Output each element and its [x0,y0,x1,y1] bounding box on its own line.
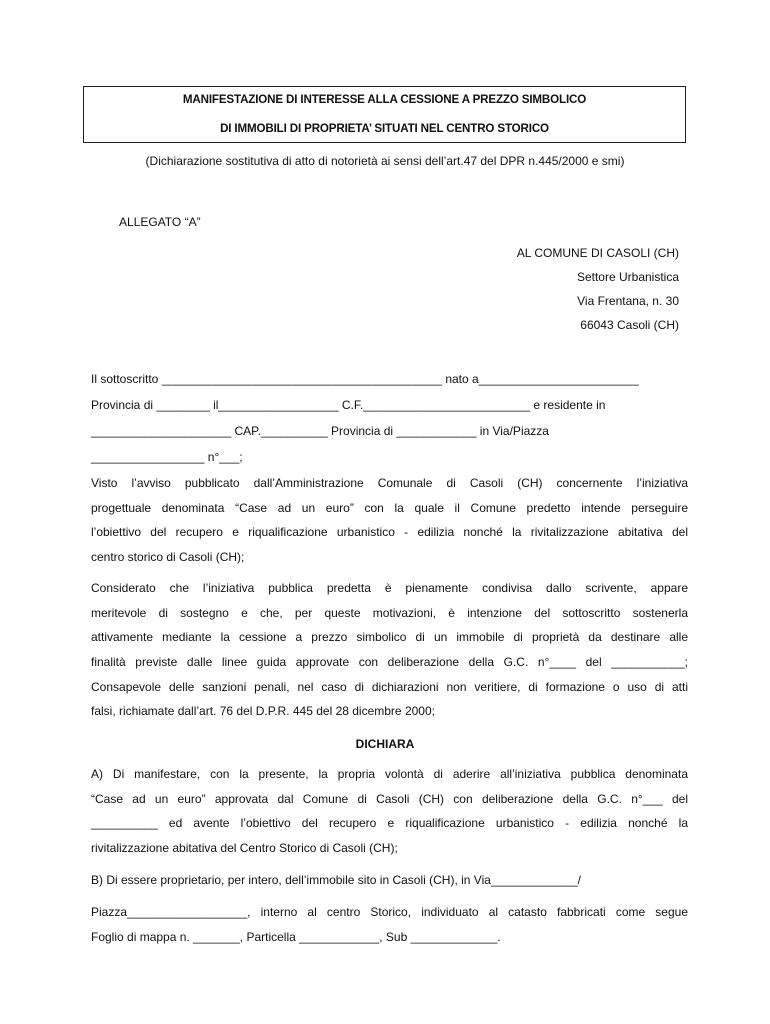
point-a-line-1: A) Di manifestare, con la presente, la propria volontà di aderire all’iniziativa pubblica denominata [91,767,688,781]
visto-line-4: centro storico di Casoli (CH); [91,550,245,564]
visto-line-3: l’obiettivo del recupero e riqualificazione urbanistico - edilizia nonché la rivitalizzazione abitativa del [91,525,688,539]
recipient-line-1: AL COMUNE DI CASOLI (CH) [516,246,679,260]
consapevole-line-2: falsi, richiamate dall’art. 76 del D.P.R. 445 del 28 dicembre 2000; [91,704,435,718]
point-a-line-2: “Case ad un euro” approvata dal Comune di Casoli (CH) con deliberazione della G.C. n°___ del [91,792,688,806]
dichiara-heading: DICHIARA [355,737,415,751]
visto-line-1: Visto l’avviso pubblicato dall’Amministrazione Comunale di Casoli (CH) concernente l’iniziativa [91,476,688,490]
document-title-line-1: MANIFESTAZIONE DI INTERESSE ALLA CESSIONE A PREZZO SIMBOLICO [182,93,587,106]
allegato-label: ALLEGATO “A” [119,215,201,229]
recipient-line-3: Via Frentana, n. 30 [577,294,679,308]
document-subtitle: (Dichiarazione sostitutiva di atto di notorietà ai sensi dell’art.47 del DPR n.445/2000 e smi) [145,154,625,168]
document-title-line-2: DI IMMOBILI DI PROPRIETA’ SITUATI NEL CENTRO STORICO [220,122,549,135]
recipient-line-2: Settore Urbanistica [576,270,679,284]
recipient-line-4: 66043 Casoli (CH) [580,318,679,332]
point-b-line-2: Piazza__________________, interno al centro Storico, individuato al catasto fabbricati come segue [91,905,688,919]
considerato-line-3: attivamente mediante la cessione a prezzo simbolico di un immobile di proprietà da destinare alle [91,630,688,644]
form-line-2: Provincia di ________ il__________________ C.F._________________________ e residente in [91,398,606,412]
consapevole-line-1: Consapevole delle sanzioni penali, nel caso di dichiarazioni non veritiere, di formazione o uso di atti [91,680,688,694]
point-b-line-3: Foglio di mappa n. _______, Particella ____________, Sub _____________. [91,930,501,944]
form-line-4: _________________ n°___; [91,450,243,464]
form-line-1: Il sottoscritto __________________________________________ nato a________________________ [91,372,639,386]
considerato-line-2: meritevole di sostegno e che, per queste motivazioni, è intenzione del sottoscritto sostenerla [91,606,688,620]
visto-line-2: progettuale denominata “Case ad un euro” con la quale il Comune predetto intende perseguire [91,501,688,515]
title-box [83,86,686,143]
point-a-line-4: rivitalizzazione abitativa del Centro Storico di Casoli (CH); [91,841,398,855]
considerato-line-1: Considerato che l’iniziativa pubblica predetta è pienamente condivisa dallo scrivente, appare [91,581,688,595]
considerato-line-4: finalità previste dalle linee guida approvate con deliberazione della G.C. n°____ del ___________; [91,655,688,669]
form-line-3: _____________________ CAP.__________ Provincia di ____________ in Via/Piazza [91,424,549,438]
point-b-line-1: B) Di essere proprietario, per intero, dell’immobile sito in Casoli (CH), in Via_____________/ [91,873,582,887]
point-a-line-3: __________ ed avente l’obiettivo del recupero e riqualificazione urbanistico - edilizia nonché la [91,816,688,830]
